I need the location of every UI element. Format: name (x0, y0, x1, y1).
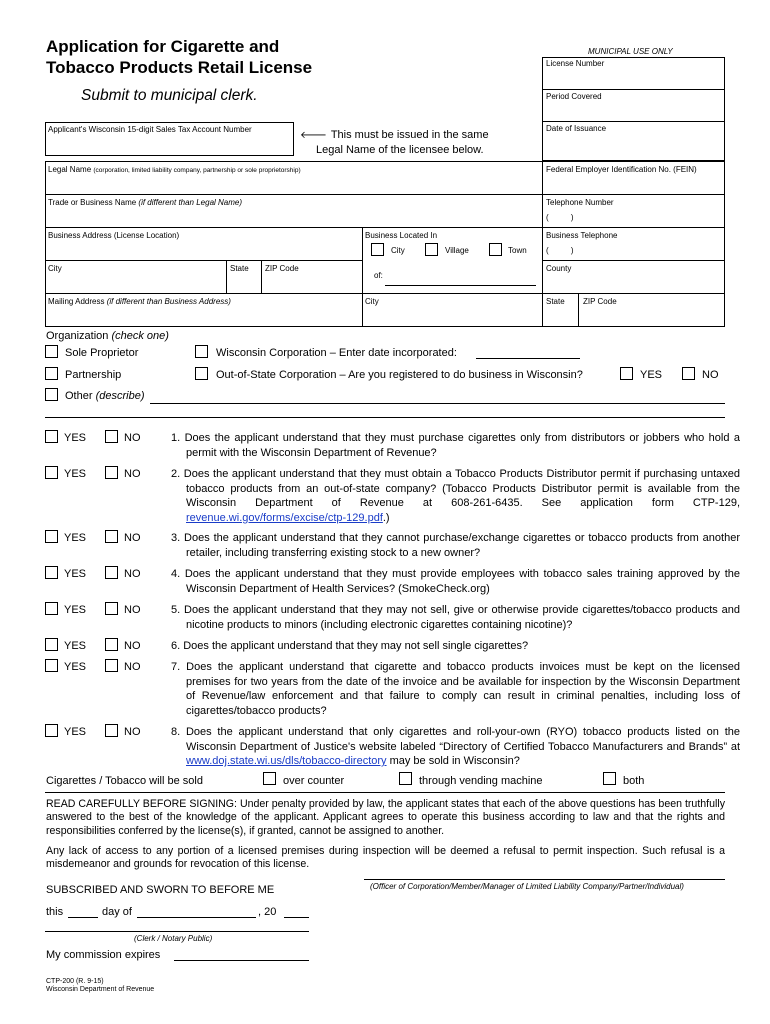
mailing-address-hint: (if different than Business Address) (106, 297, 231, 306)
mailing-address-text: Mailing Address (48, 297, 105, 306)
q4-no-checkbox[interactable] (105, 566, 118, 579)
organization-heading (46, 329, 169, 343)
month-line[interactable] (137, 917, 256, 918)
vending-machine-checkbox[interactable] (399, 772, 412, 785)
day-number-line[interactable] (68, 917, 98, 918)
q3-text: 3. Does the applicant understand that they cannot purchase/exchange cigarettes or tobacco products from another retailer, including transferring existing stock to a new owner? (171, 532, 740, 559)
legal-name-text: Legal Name (48, 165, 92, 174)
inspection-paragraph: Any lack of access to any portion of a licensed premises during inspection will be deemed a refusal to permit inspection. Such refusal is a misdemeanor and grounds for revocation of this license. (46, 845, 725, 871)
date-of-issuance-field[interactable] (542, 121, 725, 161)
section-divider (45, 417, 725, 418)
business-telephone-parens: ( ) (546, 246, 574, 255)
tobacco-directory-link[interactable]: www.doj.state.wi.us/dls/tobacco-directory (186, 755, 387, 767)
partnership-label: Partnership (65, 369, 122, 381)
date-incorporated-line[interactable] (476, 358, 580, 359)
clerk-signature-line[interactable] (45, 931, 309, 932)
other-hint: (describe) (95, 390, 145, 402)
commission-line[interactable] (174, 960, 309, 961)
q8-text-end: may be sold in Wisconsin? (386, 755, 520, 767)
tax-note-line2: Legal Name of the licensee below. (316, 144, 484, 156)
mailing-address-field[interactable] (45, 293, 363, 327)
zip-field[interactable] (261, 260, 363, 294)
over-counter-label: over counter (283, 775, 345, 787)
q1-yes-label: YES (64, 432, 87, 444)
tax-account-note (300, 128, 489, 157)
left-arrow-icon: 🡐 (300, 130, 327, 141)
mailing-zip-label: ZIP Code (583, 297, 617, 306)
department-name: Wisconsin Department of Revenue (46, 986, 155, 993)
q7-yes-checkbox[interactable] (45, 659, 58, 672)
business-telephone-field[interactable] (542, 227, 725, 261)
both-label: both (623, 775, 645, 787)
wi-corporation-label: Wisconsin Corporation – Enter date incorporated: (216, 347, 457, 359)
day-of-label: day of (102, 906, 132, 918)
mailing-state-field[interactable] (542, 293, 579, 327)
organization-heading-text: Organization (46, 330, 109, 342)
sole-proprietor-label: Sole Proprietor (65, 347, 139, 359)
fein-label: Federal Employer Identification No. (FEIN) (546, 165, 697, 174)
state-field[interactable] (226, 260, 262, 294)
city-label: City (48, 264, 62, 273)
read-carefully-paragraph: READ CAREFULLY BEFORE SIGNING: Under penalty provided by law, the applicant states that each of the above questions has been truthfully answered to the best of the knowledge of the applicant. Applicant agrees to operate this business according to law and that the rights and responsibilities conferred by the license(s), if granted, cannot be assigned to another. (46, 798, 725, 837)
legal-name-field[interactable] (45, 161, 543, 195)
partnership-checkbox[interactable] (45, 367, 58, 380)
sold-label: Cigarettes / Tobacco will be sold (46, 775, 203, 787)
located-town-label: Town (508, 246, 527, 255)
oos-no-checkbox[interactable] (682, 367, 695, 380)
this-label: this (46, 906, 64, 918)
legal-name-label (48, 165, 301, 176)
other-label (65, 389, 144, 403)
q6-yes-label: YES (64, 640, 87, 652)
telephone-label: Telephone Number (546, 198, 614, 207)
q8-text (171, 725, 740, 769)
tax-note-line1: This must be issued in the same (330, 129, 489, 141)
q8-yes-checkbox[interactable] (45, 724, 58, 737)
zip-label: ZIP Code (265, 264, 299, 273)
other-checkbox[interactable] (45, 388, 58, 401)
q7-yes-label: YES (64, 661, 87, 673)
sold-divider (45, 792, 725, 793)
mailing-address-label (48, 297, 231, 307)
located-town-checkbox[interactable] (489, 243, 502, 256)
telephone-parens: ( ) (546, 213, 574, 222)
located-of-label: of: (374, 271, 383, 280)
county-label: County (546, 264, 572, 273)
mailing-zip-field[interactable] (578, 293, 725, 327)
sales-tax-account-field[interactable] (45, 122, 294, 156)
q5-no-label: NO (124, 604, 141, 616)
county-field[interactable] (542, 260, 725, 294)
oos-yes-checkbox[interactable] (620, 367, 633, 380)
q3-no-checkbox[interactable] (105, 530, 118, 543)
q7-text: 7. Does the applicant understand that cigarette and tobacco products invoices must be kept on the licensed premises for two years from the date of the invoice and be available for inspection by the Wisconsin Department of Revenue/law enforcement and that failure to comply can result in criminal penalties, including loss of cigarettes/tobacco products? (171, 661, 740, 717)
q5-yes-label: YES (64, 604, 87, 616)
q2-yes-label: YES (64, 468, 87, 480)
q2-no-checkbox[interactable] (105, 466, 118, 479)
trade-name-label (48, 198, 242, 208)
sole-proprietor-checkbox[interactable] (45, 345, 58, 358)
q7-no-checkbox[interactable] (105, 659, 118, 672)
q8-no-label: NO (124, 726, 141, 738)
q5-text: 5. Does the applicant understand that they may not sell, give or otherwise provide cigarettes/tobacco products and nicotine products to minors (including electronic cigarettes containing nicotine)? (171, 604, 740, 631)
located-city-label: City (391, 246, 405, 255)
oos-corporation-label: Out-of-State Corporation – Are you registered to do business in Wisconsin? (216, 369, 583, 381)
oos-yes-label: YES (640, 369, 663, 381)
q1-text: 1. Does the applicant understand that they must purchase cigarettes only from distributors or jobbers who hold a permit with the Wisconsin Department of Revenue? (171, 432, 740, 459)
mailing-state-label: State (546, 297, 565, 306)
q6-yes-checkbox[interactable] (45, 638, 58, 651)
q2-yes-checkbox[interactable] (45, 466, 58, 479)
sworn-label: SUBSCRIBED AND SWORN TO BEFORE ME (46, 884, 275, 896)
trade-name-text: Trade or Business Name (48, 198, 137, 207)
vending-machine-label: through vending machine (419, 775, 543, 787)
q6-no-label: NO (124, 640, 141, 652)
state-label: State (230, 264, 249, 273)
officer-signature-line[interactable] (364, 879, 725, 880)
located-of-line[interactable] (385, 285, 536, 286)
q2-no-label: NO (124, 468, 141, 480)
year-prefix-label: , 20 (258, 906, 277, 918)
q3-yes-checkbox[interactable] (45, 530, 58, 543)
business-located-in-field (362, 227, 543, 294)
clerk-caption: (Clerk / Notary Public) (134, 934, 213, 943)
wi-corporation-checkbox[interactable] (195, 345, 208, 358)
mailing-city-label: City (365, 297, 379, 306)
q4-text: 4. Does the applicant understand that they must provide employees with tobacco sales training approved by the Wisconsin Department of Health Services? (SmokeCheck.org) (171, 568, 740, 595)
trade-name-field[interactable] (45, 194, 543, 228)
municipal-heading: MUNICIPAL USE ONLY (588, 47, 673, 56)
q5-no-checkbox[interactable] (105, 602, 118, 615)
q1-no-checkbox[interactable] (105, 430, 118, 443)
q2-text (171, 467, 740, 525)
business-located-in-label: Business Located In (365, 231, 438, 240)
q2-text-end: .) (382, 511, 390, 524)
business-telephone-label: Business Telephone (546, 231, 618, 240)
legal-name-hint: (corporation, limited liability company, partnership or sole proprietorship) (93, 167, 301, 174)
q8-text-main: 8. Does the applicant understand that only cigarettes and roll-your-own (RYO) tobacco products listed on the Wisconsin Department of Justice's website labeled “Directory of Certified Tobacco Manufacturers and Brands” at (171, 726, 740, 753)
q3-no-label: NO (124, 532, 141, 544)
q8-no-checkbox[interactable] (105, 724, 118, 737)
form-title-line2: Tobacco Products Retail License (46, 58, 313, 77)
commission-label: My commission expires (46, 949, 161, 961)
q4-yes-label: YES (64, 568, 87, 580)
form-title (46, 36, 312, 78)
ctp-129-link[interactable]: revenue.wi.gov/forms/excise/ctp-129.pdf (186, 511, 383, 524)
license-number-field[interactable] (542, 57, 725, 90)
other-describe-line[interactable] (150, 403, 725, 404)
both-checkbox[interactable] (603, 772, 616, 785)
business-address-field[interactable] (45, 227, 363, 261)
other-text: Other (65, 390, 93, 402)
q5-yes-checkbox[interactable] (45, 602, 58, 615)
q3-yes-label: YES (64, 532, 87, 544)
fein-field[interactable] (542, 161, 725, 195)
year-line[interactable] (284, 917, 309, 918)
oos-corporation-checkbox[interactable] (195, 367, 208, 380)
form-title-line1: Application for Cigarette and (46, 37, 280, 56)
over-counter-checkbox[interactable] (263, 772, 276, 785)
q4-yes-checkbox[interactable] (45, 566, 58, 579)
q7-no-label: NO (124, 661, 141, 673)
officer-caption: (Officer of Corporation/Member/Manager of Limited Liability Company/Partner/Individual) (370, 882, 684, 891)
organization-heading-hint: (check one) (111, 330, 169, 342)
trade-name-hint: (if different than Legal Name) (138, 198, 243, 207)
period-covered-field[interactable] (542, 89, 725, 122)
period-covered-label: Period Covered (546, 92, 602, 101)
form-id: CTP-200 (R. 9-15) (46, 978, 104, 985)
oos-no-label: NO (702, 369, 719, 381)
telephone-field[interactable] (542, 194, 725, 228)
mailing-city-field[interactable] (362, 293, 543, 327)
located-village-label: Village (445, 246, 469, 255)
sales-tax-account-label: Applicant's Wisconsin 15-digit Sales Tax Account Number (48, 125, 252, 134)
q6-text: 6. Does the applicant understand that they may not sell single cigarettes? (171, 640, 529, 652)
q6-no-checkbox[interactable] (105, 638, 118, 651)
q8-yes-label: YES (64, 726, 87, 738)
form-subtitle: Submit to municipal clerk. (81, 87, 258, 104)
located-village-checkbox[interactable] (425, 243, 438, 256)
business-address-label: Business Address (License Location) (48, 231, 180, 240)
date-of-issuance-label: Date of Issuance (546, 124, 607, 133)
city-field[interactable] (45, 260, 227, 294)
q1-yes-checkbox[interactable] (45, 430, 58, 443)
q2-text-main: 2. Does the applicant understand that they must obtain a Tobacco Products Distributor permit if purchasing untaxed tobacco products from an out-of-state company? (Tobacco Products Distributor permit is available from the Wisconsin Department of Revenue at 608-261-6435. See application form CTP-129, (171, 468, 740, 509)
located-city-checkbox[interactable] (371, 243, 384, 256)
q4-no-label: NO (124, 568, 141, 580)
q1-no-label: NO (124, 432, 141, 444)
license-number-label: License Number (546, 59, 605, 68)
